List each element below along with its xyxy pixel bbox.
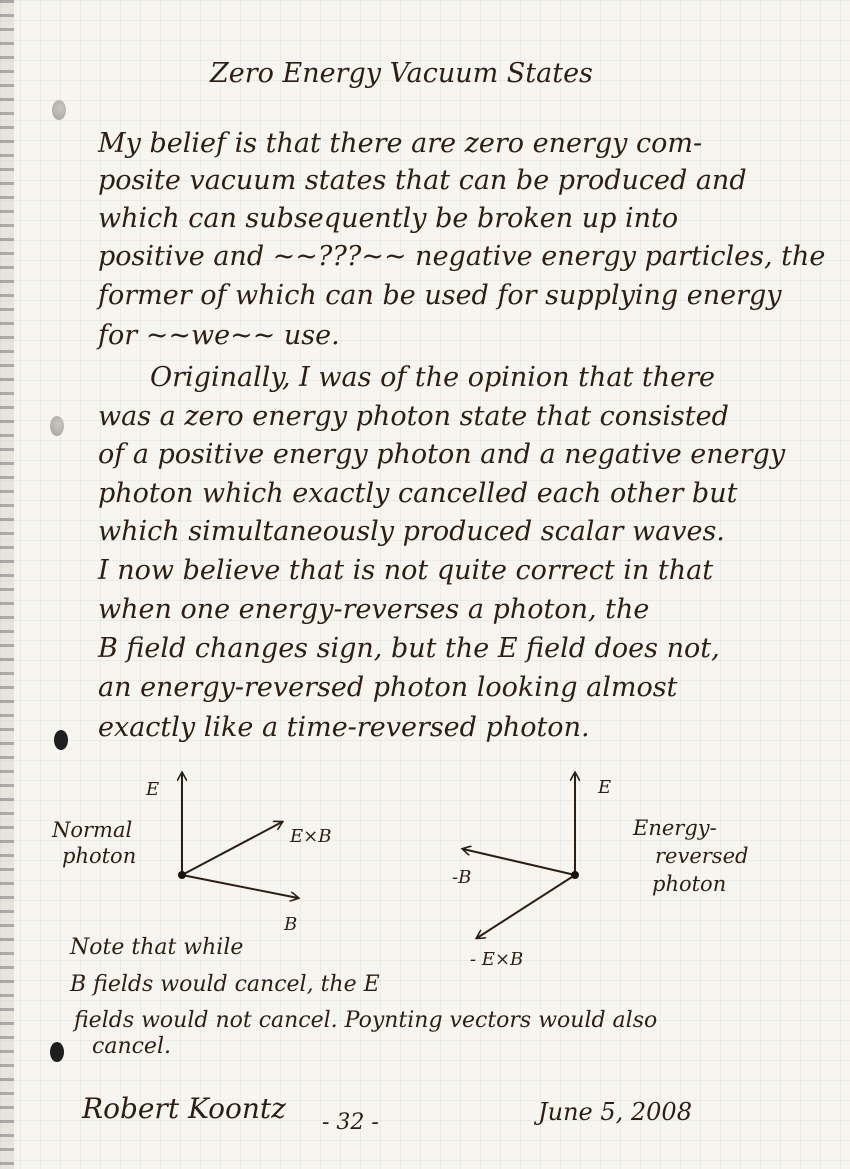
- body-line: positive and ~~???~~ negative energy particles, the: [98, 241, 826, 272]
- body-line: My belief is that there are zero energy com-: [98, 128, 703, 159]
- page-title: Zero Energy Vacuum States: [210, 58, 593, 89]
- body-line: I now believe that is not quite correct in that: [98, 555, 714, 586]
- e-vector-label: E: [598, 777, 612, 798]
- entry-date: June 5, 2008: [538, 1098, 692, 1126]
- note-line: fields would not cancel. Poynting vectors would also: [74, 1008, 658, 1033]
- note-line: cancel.: [92, 1034, 171, 1059]
- note-line: Note that while: [70, 935, 244, 960]
- punch-hole: [54, 730, 68, 750]
- punch-hole: [52, 100, 66, 120]
- normal-photon-caption-1: Normal: [52, 818, 133, 842]
- exb-vector-arrow: [182, 822, 282, 875]
- body-line: photon which exactly cancelled each other but: [98, 478, 738, 509]
- exb-vector-label: E×B: [290, 826, 332, 847]
- neg-b-vector-label: -B: [452, 867, 472, 888]
- e-vector-label: E: [146, 779, 160, 800]
- energy-reversed-caption-3: photon: [652, 872, 727, 896]
- body-line: was a zero energy photon state that consisted: [98, 401, 729, 432]
- spiral-binding: [0, 0, 14, 1169]
- author-signature: Robert Koontz: [82, 1092, 286, 1125]
- b-vector-arrow: [182, 875, 298, 898]
- origin-dot: [178, 871, 186, 879]
- body-line: of a positive energy photon and a negative energy: [98, 439, 786, 470]
- body-line: which can subsequently be broken up into: [98, 203, 679, 234]
- page-number: - 32 -: [322, 1110, 379, 1135]
- body-line: for ~~we~~ use.: [98, 320, 340, 351]
- body-line: B field changes sign, but the E field does not,: [98, 633, 720, 664]
- origin-dot: [571, 871, 579, 879]
- neg-exb-vector-arrow: [477, 875, 575, 938]
- body-line: exactly like a time-reversed photon.: [98, 712, 590, 743]
- body-line: Originally, I was of the opinion that there: [150, 362, 716, 393]
- punch-hole: [50, 1042, 64, 1062]
- normal-photon-caption-2: photon: [62, 844, 137, 868]
- neg-b-vector-arrow: [463, 849, 575, 875]
- body-line: which simultaneously produced scalar waves.: [98, 516, 725, 547]
- body-line: an energy-reversed photon looking almost: [98, 672, 678, 703]
- punch-hole: [50, 416, 64, 436]
- energy-reversed-caption-1: Energy-: [633, 816, 717, 840]
- body-line: posite vacuum states that can be produced and: [98, 165, 747, 196]
- b-vector-label: B: [284, 914, 298, 935]
- note-line: B fields would cancel, the E: [70, 972, 380, 997]
- energy-reversed-caption-2: reversed: [655, 844, 749, 868]
- body-line: when one energy-reverses a photon, the: [98, 594, 650, 625]
- body-line: former of which can be used for supplying energy: [98, 280, 782, 311]
- neg-exb-vector-label: - E×B: [470, 949, 524, 970]
